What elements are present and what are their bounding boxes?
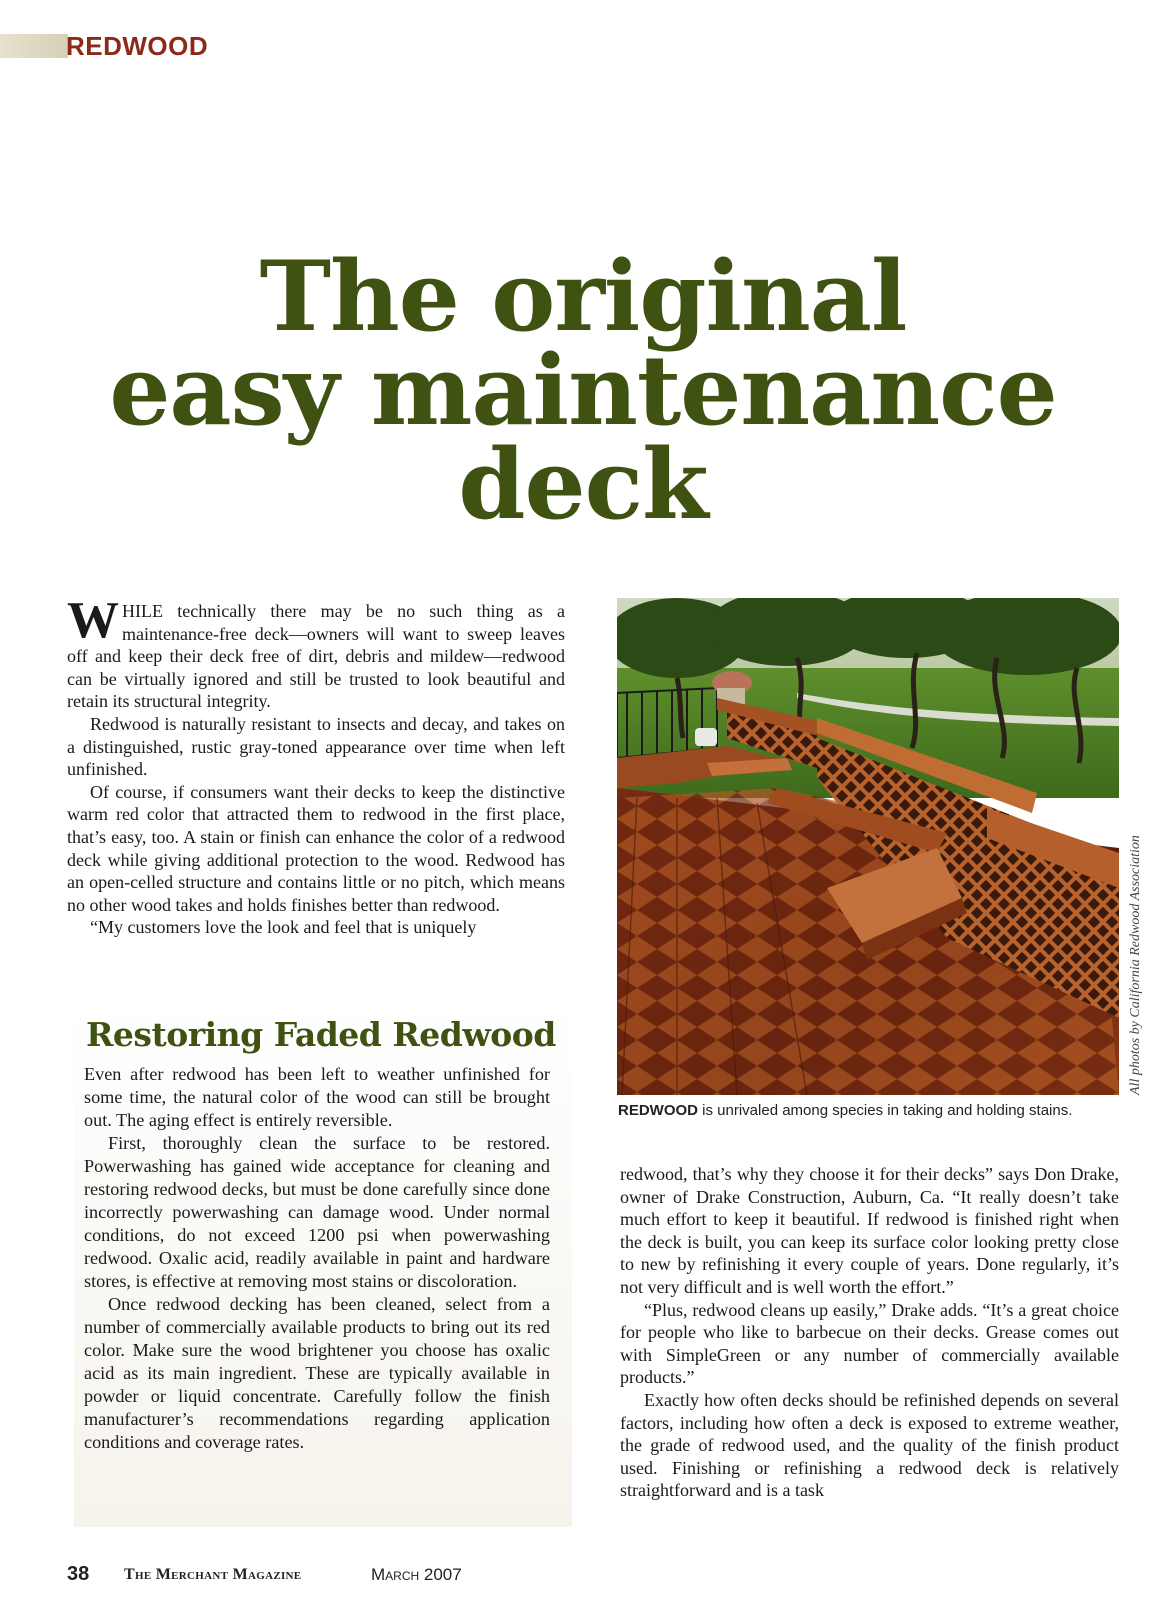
caption-text: is unrivaled among species in taking and holding stains.: [698, 1102, 1073, 1119]
photo-credit: All photos by California Redwood Association: [1128, 835, 1143, 1095]
section-label: REDWOOD: [66, 31, 209, 61]
sidebar-paragraph: Even after redwood has been left to weather unfinished for some time, the natural color of the wood can still be brought out. The aging effect is entirely reversible.: [84, 1064, 550, 1130]
article-column-right: [620, 1163, 1119, 1502]
sidebar-body: [84, 1063, 550, 1454]
article-paragraph: Redwood is naturally resistant to insects and decay, and takes on a distinguished, rustic gray-toned appearance over time when left unfinished.: [67, 713, 565, 780]
headline-line-3: deck: [458, 428, 708, 542]
photo-caption: [618, 1102, 1072, 1119]
caption-lead: REDWOOD: [618, 1102, 698, 1119]
sidebar-paragraph: First, thoroughly clean the surface to be restored. Powerwashing has gained wide acceptance for cleaning and restoring redwood decks, but must be done carefully since done incorrectly powerwashing can damage wood. Under normal conditions, do not exceed 1200 psi when powerwashing redwood. Oxalic acid, readily available in paint and hardware stores, is effective at removing most stains or discoloration.: [84, 1133, 550, 1291]
article-paragraph: “Plus, redwood cleans up easily,” Drake adds. “It’s a great choice for people who like to barbecue on their decks. Grease comes out with SimpleGreen or any number of commercially available products.”: [620, 1299, 1119, 1388]
sidebar-paragraph: Once redwood decking has been cleaned, select from a number of commercially available products to bring out its red color. Make sure the wood brightener you choose has oxalic acid as its main ingredient. These are typically available in powder or liquid concentrate. Carefully follow the finish manufacturer’s recommendations regarding application conditions and coverage rates.: [84, 1294, 550, 1452]
section-bar: [0, 34, 68, 58]
article-paragraph: Of course, if consumers want their decks to keep the distinctive warm red color that attracted them to redwood in the first place, that’s easy, too. A stain or finish can enhance the color of a redwood deck while giving additional protection to the wood. Redwood has an open-celled structure and contains little or no pitch, which means no other wood takes and holds finishes better than redwood.: [67, 781, 565, 915]
deck-photo: [617, 598, 1119, 1095]
article-paragraph: [67, 592, 565, 713]
magazine-name: The Merchant Magazine: [124, 1566, 302, 1583]
headline: [0, 240, 1166, 542]
issue-date: March 2007: [371, 1565, 462, 1584]
drop-cap: W: [67, 592, 119, 649]
headline-line-1: The original: [259, 240, 907, 353]
article-paragraph: Exactly how often decks should be refinished depends on several factors, including how often a deck is exposed to extreme weather, the grade of redwood used, and the quality of the finish product used. Finishing or refinishing a redwood deck is relatively straightforward and is a task: [620, 1389, 1119, 1501]
headline-line-2: easy maintenance: [109, 334, 1057, 448]
article-paragraph: “My customers love the look and feel that is uniquely: [90, 917, 477, 938]
page-number: 38: [67, 1563, 90, 1585]
article-paragraph-text: HILE technically there may be no such thing as a maintenance-free deck—owners will want to sweep leaves off and keep their deck free of dirt, debris and mildew—redwood can be virtually ignored and still be trusted to look beautiful and retain its structural integrity.: [67, 601, 565, 712]
article-column-left: [67, 592, 565, 939]
article-paragraph: redwood, that’s why they choose it for their decks” says Don Drake, owner of Drake Construction, Auburn, Ca. “It really doesn’t take much effort to keep it beautiful. If redwood is finished right when the deck is built, you can keep its surface color looking pretty close to new by refinishing it every couple of years. Done regularly, it’s not very difficult and is well worth the effort.”: [620, 1164, 1119, 1297]
sidebar-heading: Restoring Faded Redwood: [86, 1015, 556, 1054]
